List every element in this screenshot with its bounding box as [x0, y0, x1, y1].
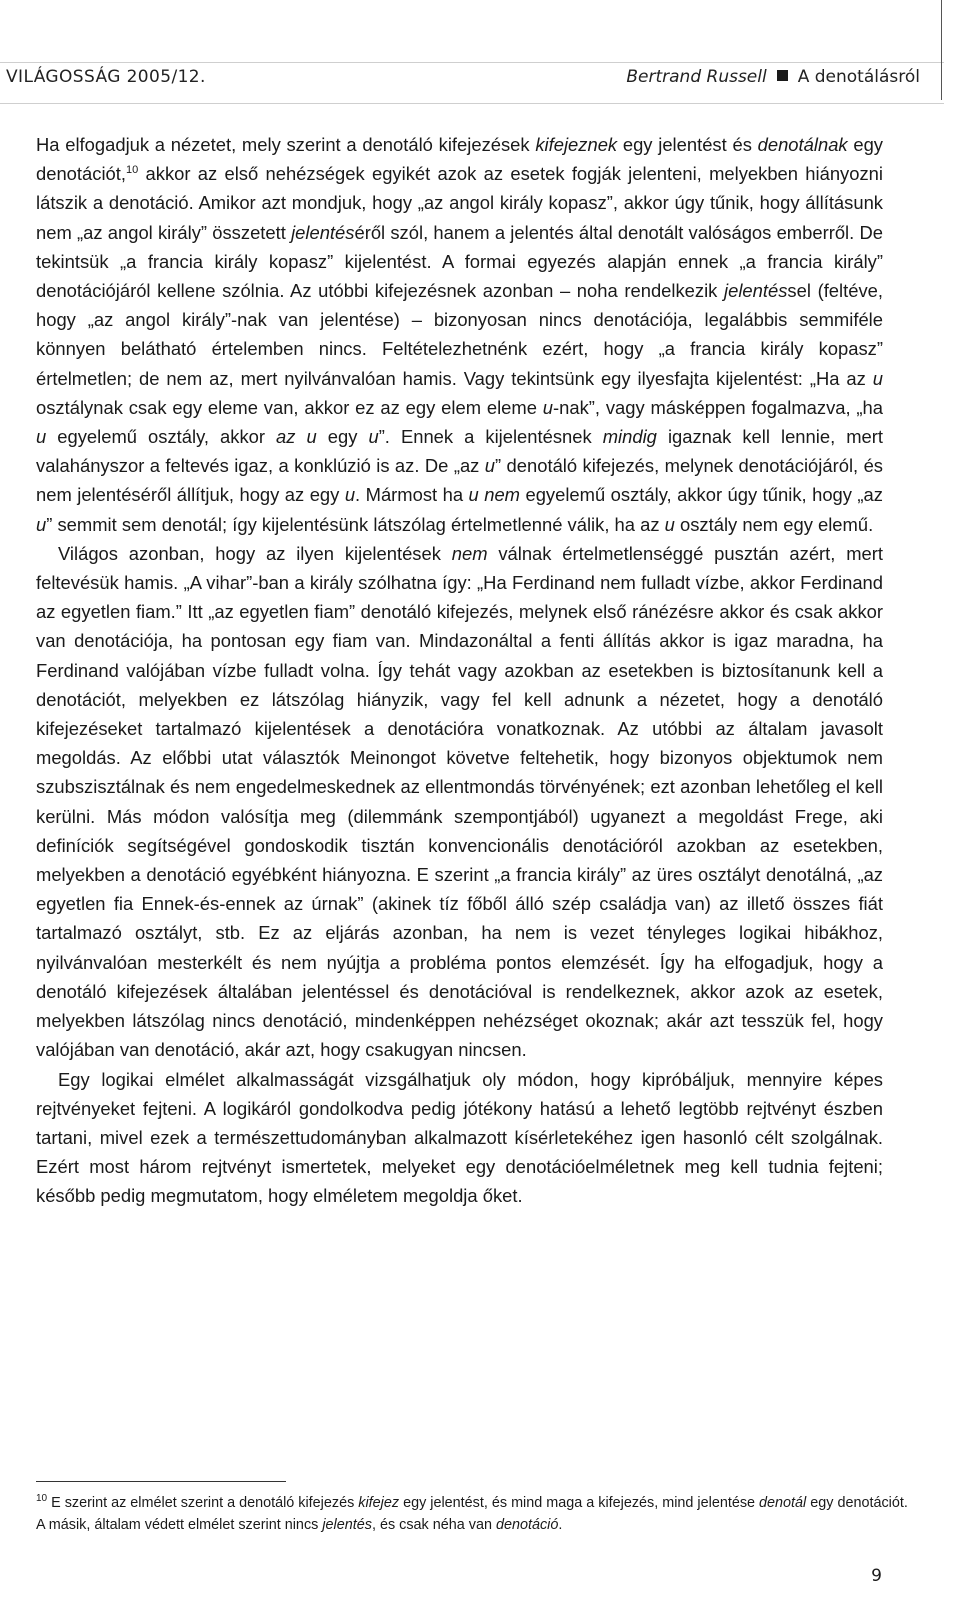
text-run: egy: [316, 426, 369, 448]
paragraph: [36, 539, 883, 1065]
running-header: [0, 62, 944, 104]
text-run: sel (feltéve, hogy „az angol király”-nak van jelentése) – bizonyosan nincs denotációja, legalábbis semmiféle könnyen belátható értelemben nincs. Feltételezhetnénk ezért, hogy „a francia király kopasz” értelmetlen; de nem az, mert nyilvánvalóan hamis. Vagy tekintsünk egy ilyesfajta kijelentést: „Ha az: [36, 280, 883, 389]
italic-text: kifejeznek: [535, 134, 618, 155]
italic-text: mindig: [602, 426, 657, 448]
italic-text: jelentés: [291, 221, 355, 243]
italic-text: kifejez: [358, 1495, 400, 1511]
text-run: E szerint az elmélet szerint a denotáló kifejezés: [51, 1495, 359, 1511]
crop-mark: [941, 0, 960, 100]
italic-text: jelentés: [322, 1517, 372, 1533]
journal-issue: VILÁGOSSÁG 2005/12.: [6, 67, 206, 87]
text-run: osztály nem egy elemű.: [674, 513, 874, 535]
text-run: osztálynak csak egy eleme van, akkor ez az egy elem eleme: [36, 396, 543, 418]
text-run: éről szól, hanem a jelentés által denotált valóságos emberről. De tekintsük „a francia király kopasz” kijelentést. A formai egyezés alapján ennek „a francia király” denotációjáról kellene szólnia. Az utóbbi kifejezésnek azonban – noha rendelkezik: [36, 221, 883, 302]
paragraph: [36, 130, 883, 539]
italic-text: u: [368, 426, 379, 448]
text-run: igaznak kell lennie, mert valahányszor a feltevés igaz, a konklúzió is az. De „az: [36, 426, 883, 477]
italic-text: denotál: [759, 1495, 807, 1511]
italic-text: u: [344, 484, 356, 506]
italic-text: jelentés: [724, 280, 788, 302]
text-run: egy denotációt. A másik, általam védett elmélet szerint nincs: [36, 1495, 908, 1533]
italic-text: u: [484, 455, 496, 477]
text-run: .: [558, 1517, 563, 1533]
italic-text: u: [872, 367, 883, 389]
text-run: egy denotációt,: [36, 134, 884, 185]
italic-text: u: [664, 513, 675, 535]
footnote-rule: [36, 1481, 286, 1482]
text-run: ” semmit sem denotál; így kijelentésünk látszólag értelmetlenné válik, ha az: [46, 513, 665, 535]
separator-square-icon: [777, 70, 788, 81]
footnote-number: 10: [36, 1493, 48, 1504]
text-run: egyelemű osztály, akkor: [46, 426, 277, 448]
text-run: egy jelentést, és mind maga a kifejezés, mind jelentése: [399, 1495, 760, 1511]
text-run: válnak értelmetlenséggé pusztán azért, mert feltevésük hamis. „A vihar”-ban a király szólhatna így: „Ha Ferdinand nem fulladt vízbe, akkor Ferdinand az egyetlen fiam.” Itt „az egyetlen fiam” denotáló kifejezés, melynek első ránézésre akkor és csak akkor van denotációja, ha pontosan egy fiam van. Mindazonáltal a fenti állítás akkor is igaz maradna, ha Ferdinand valójában vízbe fulladt volna. Így tehát vagy azokban az esetekben is biztosítanunk kell a denotációt, melyekben ez látszólag hiányzik, vagy fel kell adnunk a nézetet, hogy a denotáló kifejezéseket tartalmazó kijelentések a denotációra vonatkoznak. Az utóbbi az általam javasolt megoldás. Az előbbi utat választók Meinongot követve feltehetik, hogy bizonyos objektumok nem szubszisztálnak és nem engedelmeskednek az ellentmondás törvényének; ezt azonban lehetőleg el kell kerülni. Más módon valósítja meg (dilemmánk szempontjából) ugyanezt a megoldást Frege, aki definíciók segítségével gondoskodik tisztán konvencionális denotációról azokban az esetekben, melyekben a denotáció egyébként hiányozna. E szerint „a francia király” az üres osztályt denotálná, „az egyetlen fia Ennek-és-ennek az úrnak” (akinek tíz főből álló szép családja van) az illető összes fiát tartalmazó osztályt, stb. Ez az eljárás azonban, ha nem is vezet tényleges logikai hibákhoz, nyilvánvalóan mesterkélt és nem nyújtja a probléma pontos elemzését. Így ha elfogadjuk, hogy a denotáló kifejezések általában jelentéssel és denotációval is rendelkeznek, akkor azok az esetek, melyekben látszólag nincs denotáció, mindenképpen nehézséget okoznak; akár azt tesszük fel, hogy valójában van denotáció, akár azt, hogy csakugyan nincsen.: [36, 542, 883, 1061]
text-run: Világos azonban, hogy az ilyen kijelentések: [58, 542, 452, 564]
italic-text: nem: [451, 542, 488, 564]
italic-text: u: [36, 513, 47, 535]
footnote-ref: 10: [125, 164, 139, 177]
text-run: ”. Ennek a kijelentésnek: [378, 426, 603, 448]
article-info: [626, 67, 920, 87]
text-run: . Mármost ha: [355, 484, 469, 506]
text-run: -nak”, vagy másképpen fogalmazva, „ha: [553, 396, 884, 418]
footnote: [36, 1488, 916, 1536]
italic-text: denotáció: [495, 1517, 559, 1533]
italic-text: u: [542, 396, 554, 418]
page-number: 9: [871, 1566, 882, 1586]
text-run: ” denotáló kifejezés, melynek denotációjáról, és nem jelentéséről állítjuk, hogy az egy: [36, 455, 883, 506]
italic-text: denotálnak: [757, 134, 848, 155]
italic-text: u: [36, 426, 47, 448]
article-title: A denotálásról: [797, 67, 920, 87]
text-run: egyelemű osztály, akkor úgy tűnik, hogy „az: [520, 484, 883, 506]
italic-text: u nem: [468, 484, 520, 506]
paragraph: [36, 1065, 883, 1211]
italic-text: az u: [276, 426, 317, 448]
author-name: Bertrand Russell: [626, 67, 767, 87]
text-run: Egy logikai elmélet alkalmasságát vizsgálhatjuk oly módon, hogy kipróbáljuk, mennyire képes rejtvényeket fejteni. A logikáról gondolkodva pedig jótékony hatású a lehető legtöbb rejtvényt észben tartani, mivel ezek a természettudományban alkalmazott kísérletekéhez igen hasonló célt szolgálnak. Ezért most három rejtvényt ismertetek, melyeket egy denotációelméletnek meg kell tudnia fejteni; később pedig megmutatom, hogy elméletem megoldja őket.: [36, 1068, 883, 1207]
text-run: , és csak néha van: [371, 1517, 496, 1533]
text-run: akkor az első nehézségek egyikét azok az esetek fogják jelenteni, melyekben hiányozni látszik a denotáció. Amikor azt mondjuk, hogy „az angol király kopasz”, akkor úgy tűnik, hogy állításunk nem „az angol király” összetett: [36, 163, 883, 243]
article-body: [36, 130, 883, 1211]
text-run: Ha elfogadjuk a nézetet, mely szerint a denotáló kifejezések: [36, 134, 536, 155]
text-run: egy jelentést és: [617, 134, 758, 155]
